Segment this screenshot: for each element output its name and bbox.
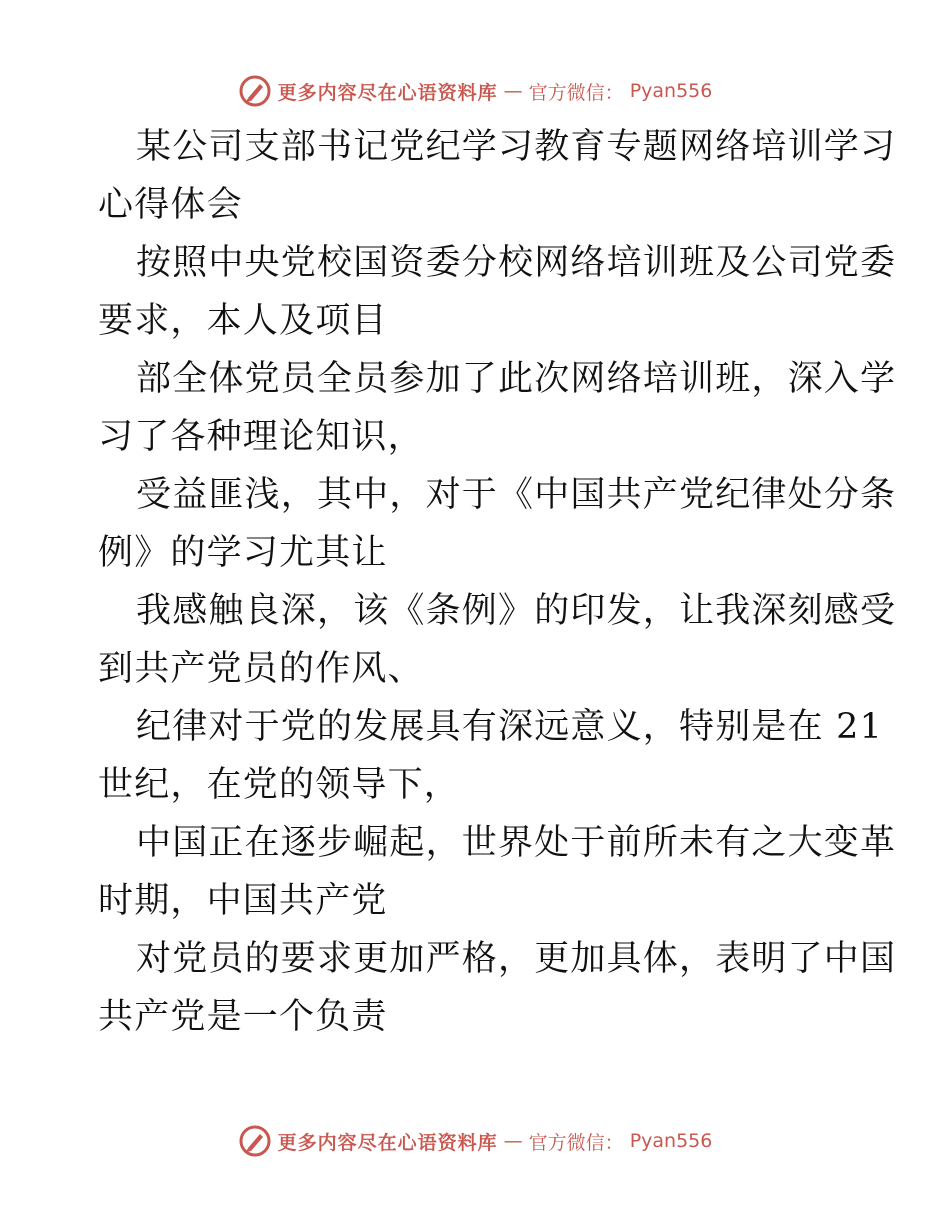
paragraph (98, 466, 897, 582)
paragraph-first-line: 某公司支部书记党纪学习教育专题网络培训学习 (136, 127, 897, 167)
paragraph (98, 698, 884, 814)
document-body (98, 118, 897, 1046)
wechat-handle: Pyan556 (629, 1130, 713, 1152)
paragraph (98, 814, 897, 930)
paragraph-first-line: 按照中央党校国资委分校网络培训班及公司党委 (136, 243, 897, 283)
footer-banner (0, 1121, 950, 1161)
pen-logo-icon (238, 1124, 272, 1158)
wechat-label: 官方微信： (528, 1131, 624, 1154)
paragraph (98, 118, 897, 234)
paragraph-continuation-line: 到共产党员的作风、 (98, 649, 424, 689)
pen-logo-icon (238, 74, 272, 108)
header-banner (0, 71, 950, 111)
paragraph (98, 582, 897, 698)
paragraph-continuation-line: 心得体会 (98, 185, 243, 225)
paragraph-continuation-line: 共产党是一个负责 (98, 997, 388, 1037)
paragraph-continuation-line: 时期，中国共产党 (98, 881, 388, 921)
paragraph-first-line: 部全体党员全员参加了此次网络培训班，深入学 (136, 359, 897, 399)
paragraph (98, 930, 897, 1046)
paragraph-first-line: 中国正在逐步崛起，世界处于前所未有之大变革 (136, 823, 897, 863)
paragraph-first-line: 我感触良深，该《条例》的印发，让我深刻感受 (136, 591, 897, 631)
banner-dash: — (503, 1130, 523, 1152)
paragraph-first-line: 纪律对于党的发展具有深远意义，特别是在 21 (136, 707, 884, 747)
paragraph-continuation-line: 世纪，在党的领导下， (98, 765, 461, 805)
wechat-label: 官方微信： (528, 81, 624, 104)
paragraph-continuation-line: 习了各种理论知识， (98, 417, 424, 457)
paragraph (98, 234, 897, 350)
brand-text: 更多内容尽在心语资料库 (277, 1131, 498, 1154)
brand-text: 更多内容尽在心语资料库 (277, 81, 498, 104)
paragraph-first-line: 受益匪浅，其中，对于《中国共产党纪律处分条 (136, 475, 897, 515)
paragraph-first-line: 对党员的要求更加严格，更加具体，表明了中国 (136, 939, 897, 979)
paragraph-continuation-line: 例》的学习尤其让 (98, 533, 388, 573)
banner-dash: — (503, 80, 523, 102)
paragraph-continuation-line: 要求，本人及项目 (98, 301, 388, 341)
wechat-handle: Pyan556 (629, 80, 713, 102)
paragraph (98, 350, 897, 466)
